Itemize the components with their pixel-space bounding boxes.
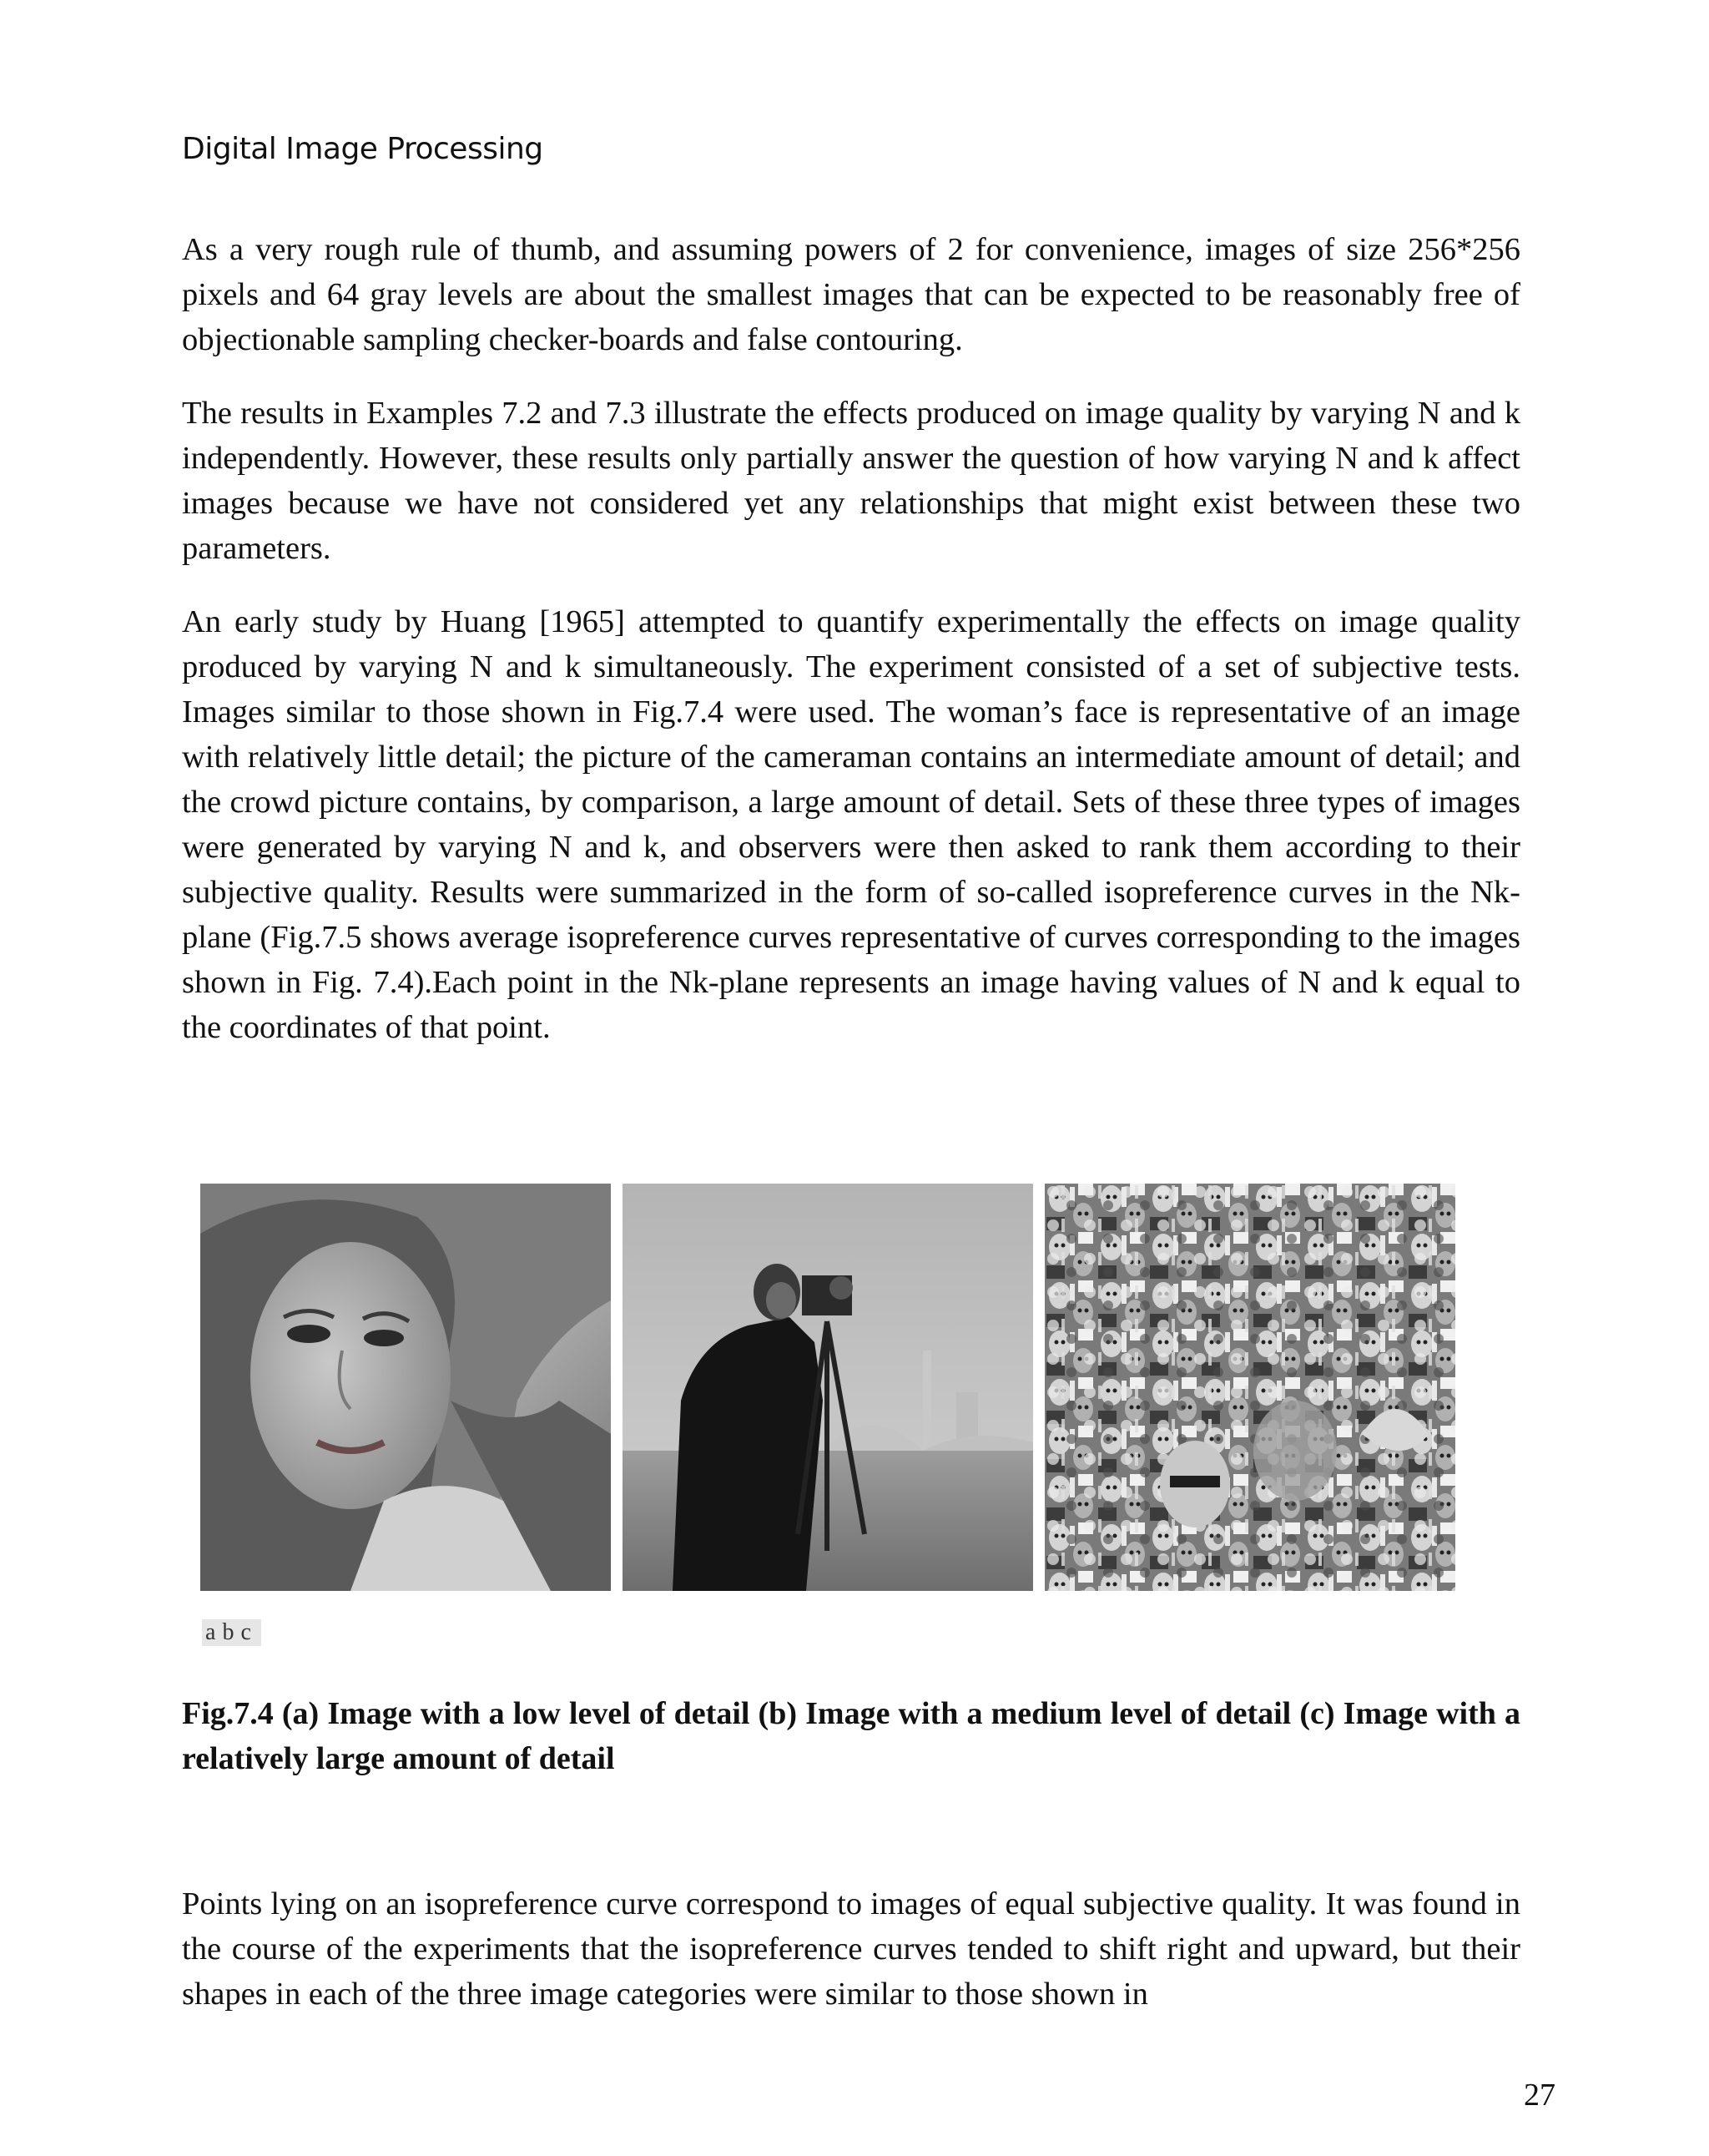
panel-label-c: c [240,1619,251,1645]
panel-label-b: b [222,1619,234,1645]
running-head: Digital Image Processing [182,132,543,166]
page-number: 27 [1524,2078,1555,2113]
paragraph-1: As a very rough rule of thumb, and assuming powers of 2 for convenience, images of size 256*256 pixels and 64 gray levels are about the smallest images that can be expected to be reasonably free of objectionable sampling checker-boards and false contouring. [182,232,1520,357]
figure-caption: Fig.7.4 (a) Image with a low level of detail (b) Image with a medium level of detail (c) Image with a relatively large amount of detail [182,1696,1520,1776]
image-panel-medium-detail [623,1184,1033,1591]
panel-label-a: a [205,1619,216,1645]
paragraph-2: The results in Examples 7.2 and 7.3 illustrate the effects produced on image quality by varying N and k independently. However, these results only partially answer the question of how varying N and k affect images because we have not considered yet any relationships that might exist between these two parameters. [182,396,1520,566]
panel-letters [202,1619,261,1646]
figure-7-4 [200,1184,1452,1594]
image-panel-high-detail [1045,1184,1455,1591]
paragraph-3: An early study by Huang [1965] attempted to quantify experimentally the effects on image quality produced by varying N and k simultaneously. The experiment consisted of a set of subjective tests. Images similar to those shown in Fig.7.4 were used. The woman’s face is representative of an image with relatively little detail; the picture of the cameraman contains an intermediate amount of detail; and the crowd picture contains, by comparison, a large amount of detail. Sets of these three types of images were generated by varying N and k, and observers were then asked to rank them according to their subjective quality. Results were summarized in the form of so-called isopreference curves in the Nk-plane (Fig.7.5 shows average isopreference curves representative of curves corresponding to the images shown in Fig. 7.4).Each point in the Nk-plane represents an image having values of N and k equal to the coordinates of that point. [182,604,1520,1045]
image-panel-low-detail [200,1184,611,1591]
paragraph-4: Points lying on an isopreference curve correspond to images of equal subjective quality. It was found in the course of the experiments that the isopreference curves tended to shift right and upward, but their shapes in each of the three image categories were similar to those shown in [182,1886,1520,2012]
